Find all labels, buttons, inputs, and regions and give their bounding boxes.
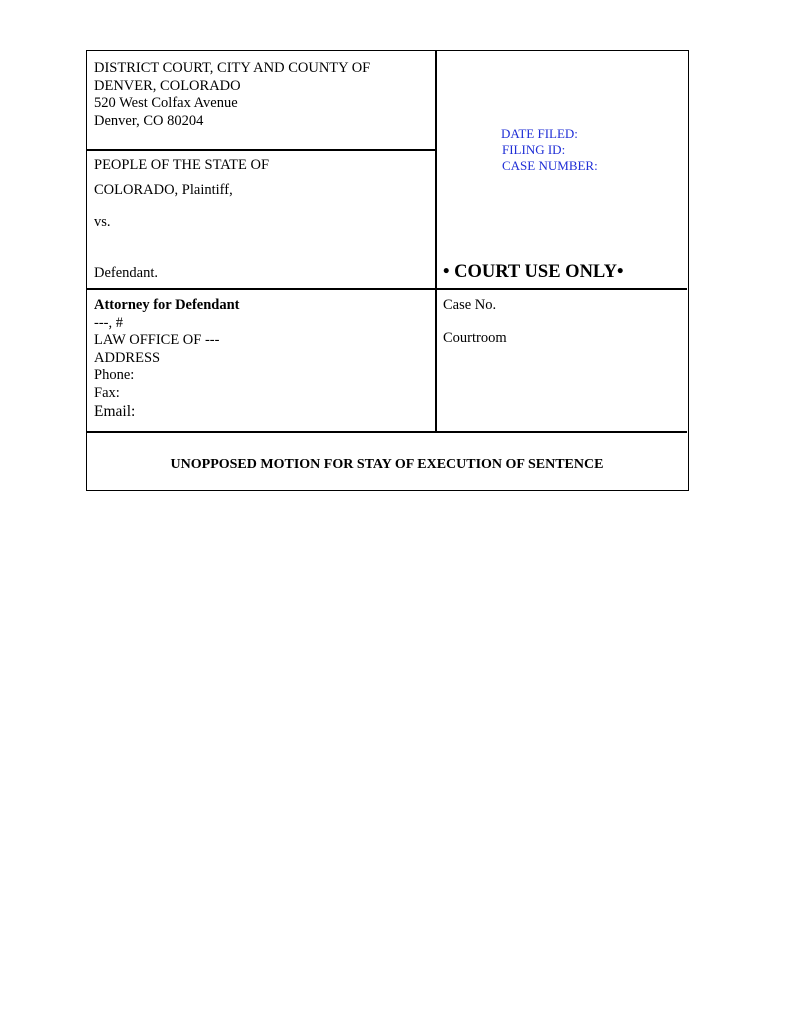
bullet-icon: • bbox=[616, 262, 624, 282]
date-filed-label: DATE FILED: bbox=[501, 126, 578, 141]
court-city: Denver, CO 80204 bbox=[94, 112, 204, 129]
attorney-block bbox=[94, 297, 429, 421]
versus-text: vs. bbox=[94, 214, 111, 230]
court-line: DENVER, COLORADO bbox=[94, 77, 241, 94]
court-divider bbox=[87, 149, 436, 151]
attorney-divider bbox=[87, 431, 687, 433]
attorney-address: ADDRESS bbox=[94, 349, 161, 366]
courtroom-label: Courtroom bbox=[443, 329, 507, 346]
filing-id-label: FILING ID: bbox=[502, 142, 566, 157]
parties-divider bbox=[87, 288, 687, 290]
document-title: UNOPPOSED MOTION FOR STAY OF EXECUTION OF SENTENCE bbox=[170, 457, 604, 472]
attorney-phone: Phone: bbox=[94, 367, 135, 383]
law-office: LAW OFFICE OF --- bbox=[94, 332, 220, 348]
court-use-label: COURT USE ONLY bbox=[454, 262, 617, 282]
case-no-label: Case No. bbox=[443, 297, 497, 313]
court-address: 520 West Colfax Avenue bbox=[94, 95, 238, 111]
plaintiff-line: COLORADO, Plaintiff, bbox=[94, 181, 233, 198]
attorney-name: ---, # bbox=[94, 314, 123, 331]
caption-table bbox=[86, 50, 689, 491]
filing-stamp bbox=[501, 126, 598, 174]
attorney-fax: Fax: bbox=[94, 384, 120, 401]
bullet-icon: • bbox=[443, 262, 450, 282]
case-number-label: CASE NUMBER: bbox=[502, 158, 598, 173]
parties-block bbox=[94, 157, 429, 282]
plaintiff-line: PEOPLE OF THE STATE OF bbox=[94, 157, 270, 173]
case-info-block bbox=[443, 297, 507, 347]
court-use-only bbox=[443, 261, 623, 283]
court-line: DISTRICT COURT, CITY AND COUNTY OF bbox=[94, 60, 371, 76]
attorney-email: Email: bbox=[94, 403, 136, 420]
vertical-divider bbox=[435, 51, 437, 432]
court-name-block bbox=[94, 60, 429, 130]
defendant-text: Defendant. bbox=[94, 264, 159, 281]
attorney-heading: Attorney for Defendant bbox=[94, 297, 240, 313]
